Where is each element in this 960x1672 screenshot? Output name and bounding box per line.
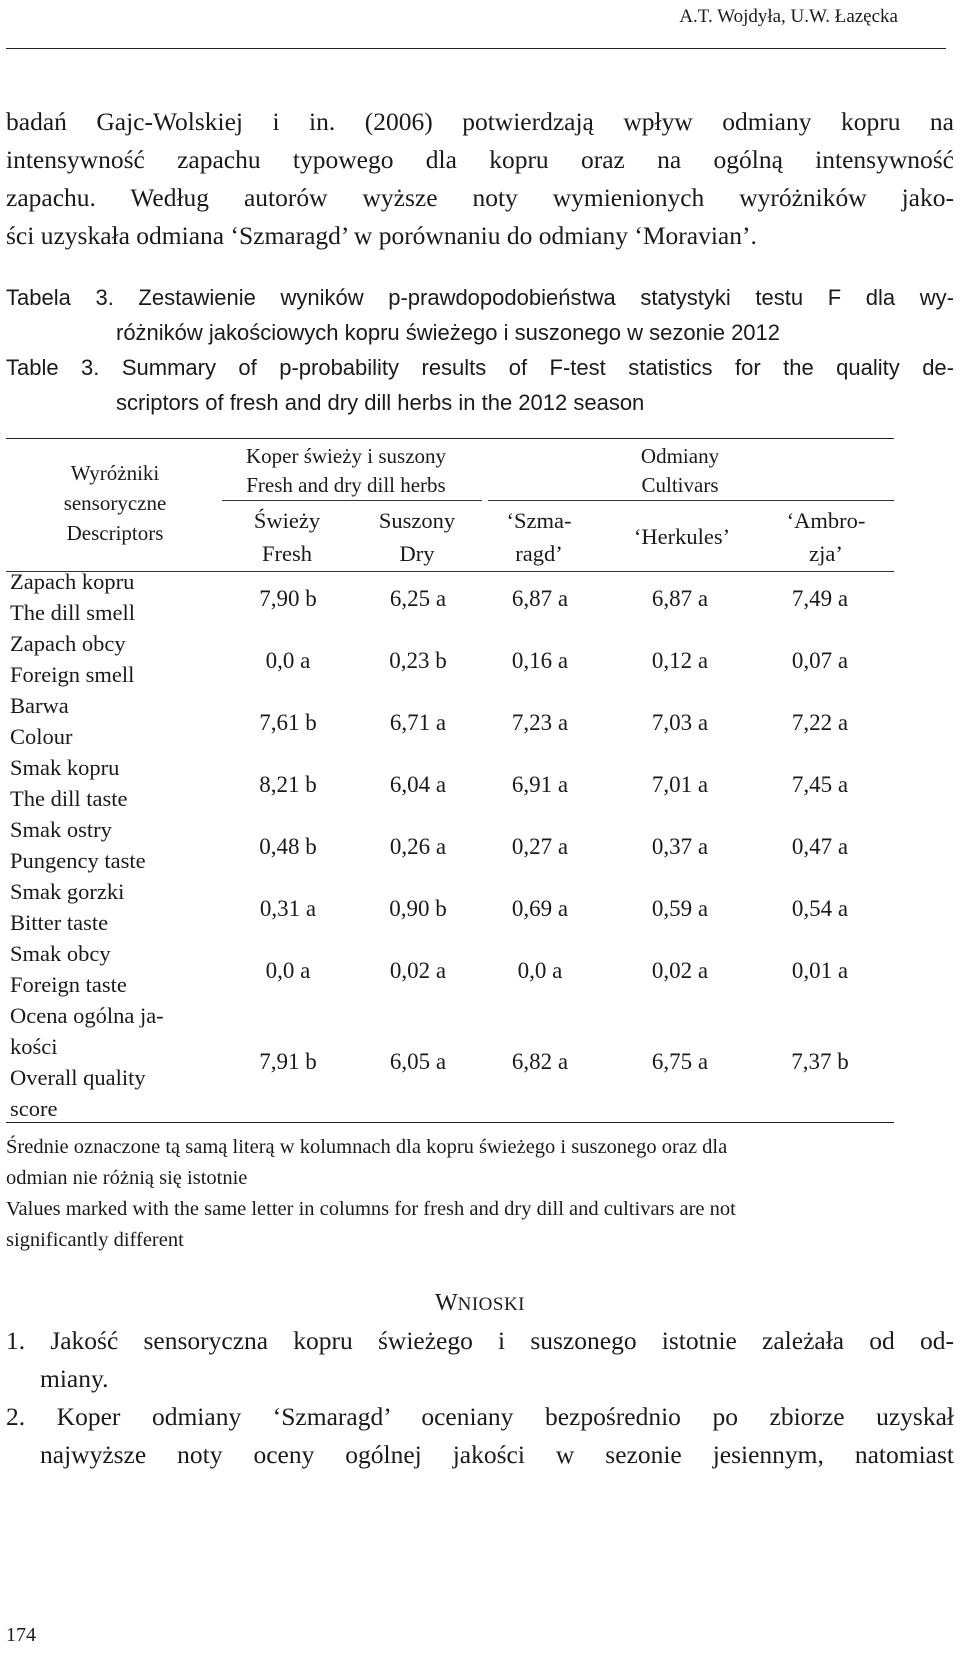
column-header-line: ‘Ambro- xyxy=(786,508,866,533)
group1-header xyxy=(206,442,486,500)
column-header-ambrozja xyxy=(758,504,894,570)
table-cell-fresh: 7,61 b xyxy=(259,710,317,735)
section-title-rest: NIOSKI xyxy=(457,1294,526,1315)
table-cell-dry: 0,26 a xyxy=(389,834,447,859)
caption-en-line: Table 3. Summary of p-probability results of F-test statistics for the quality de- xyxy=(6,355,954,380)
table-cell-fresh: 0,48 b xyxy=(259,834,317,859)
list-item-line: najwyższe noty oceny ogólnej jakości w sezonie jesiennym, natomiast xyxy=(40,1440,954,1469)
column-header-line: Dry xyxy=(399,541,435,566)
table-row-label xyxy=(10,1000,220,1124)
row-label-pl: Ocena ogólna ja- xyxy=(10,1003,164,1028)
row-label-pl: Zapach obcy xyxy=(10,631,126,656)
row-label-pl: Smak ostry xyxy=(10,817,112,842)
table-cell-dry: 0,90 b xyxy=(389,896,447,921)
table-cell-szmaragd: 0,27 a xyxy=(511,834,569,859)
table-cell-szmaragd: 0,69 a xyxy=(511,896,569,921)
table-top-rule xyxy=(6,438,894,439)
column-header-line: ragd’ xyxy=(515,541,563,566)
list-item-line: 2. Koper odmiany ‘Szmaragd’ oceniany bezpośrednio po zbiorze uzyskał xyxy=(6,1402,954,1431)
intro-paragraph xyxy=(6,103,954,255)
group1-header-rule xyxy=(222,500,482,501)
descriptor-header xyxy=(10,458,220,548)
row-label-pl: Zapach kopru xyxy=(10,569,135,594)
table-cell-herkules: 0,59 a xyxy=(651,896,709,921)
column-header-fresh xyxy=(222,504,352,570)
group2-header-line: Odmiany xyxy=(640,444,720,468)
row-label-pl: Smak kopru xyxy=(10,755,120,780)
column-header-herkules xyxy=(612,520,752,553)
table-cell-szmaragd: 6,87 a xyxy=(511,586,569,611)
table-cell-ambrozja: 0,47 a xyxy=(791,834,849,859)
row-label-pl: Smak obcy xyxy=(10,941,111,966)
caption-pl-line: Tabela 3. Zestawienie wyników p-prawdopodobieństwa statystyki testu F dla wy- xyxy=(6,285,954,310)
table-cell-herkules: 7,03 a xyxy=(651,710,709,735)
group1-header-line: Koper świeży i suszony xyxy=(245,444,447,468)
table-cell-fresh: 0,0 a xyxy=(265,958,311,983)
footnote-en-line: significantly different xyxy=(6,1229,184,1251)
table-cell-szmaragd: 7,23 a xyxy=(511,710,569,735)
column-header-line: Fresh xyxy=(262,541,312,566)
table-row-label xyxy=(10,628,220,690)
table-footnote xyxy=(6,1132,954,1256)
row-label-pl: kości xyxy=(10,1034,58,1059)
group2-header-rule xyxy=(488,500,894,501)
row-label-pl: Barwa xyxy=(10,693,69,718)
table-cell-herkules: 0,02 a xyxy=(651,958,709,983)
row-label-en: The dill smell xyxy=(10,600,135,625)
table-cell-ambrozja: 7,49 a xyxy=(791,586,849,611)
column-header-line: Świeży xyxy=(253,508,321,533)
table-cell-ambrozja: 0,07 a xyxy=(791,648,849,673)
footnote-en-line: Values marked with the same letter in columns for fresh and dry dill and cultivars are not xyxy=(6,1198,736,1220)
intro-line: badań Gajc-Wolskiej i in. (2006) potwierdzają wpływ odmiany kopru na xyxy=(6,107,954,136)
table-cell-dry: 6,25 a xyxy=(389,586,447,611)
intro-line: zapachu. Według autorów wyższe noty wymienionych wyróżników jako- xyxy=(6,183,954,212)
intro-line: intensywność zapachu typowego dla kopru oraz na ogólną intensywność xyxy=(6,145,954,174)
descriptor-header-line: Descriptors xyxy=(66,521,164,545)
row-label-en: Overall quality xyxy=(10,1065,146,1090)
table-cell-herkules: 7,01 a xyxy=(651,772,709,797)
table-cell-dry: 0,23 b xyxy=(389,648,447,673)
table-cell-szmaragd: 6,91 a xyxy=(511,772,569,797)
caption-en-line: scriptors of fresh and dry dill herbs in the 2012 season xyxy=(116,390,645,415)
row-label-pl: Smak gorzki xyxy=(10,879,125,904)
column-header-line: ‘Herkules’ xyxy=(633,524,731,549)
column-header-line: ‘Szma- xyxy=(506,508,572,533)
table-cell-fresh: 8,21 b xyxy=(259,772,317,797)
table-cell-szmaragd: 0,16 a xyxy=(511,648,569,673)
row-label-en: Foreign taste xyxy=(10,972,127,997)
running-header-authors: A.T. Wojdyła, U.W. Łazęcka xyxy=(679,6,898,27)
list-item-line: 1. Jakość sensoryczna kopru świeżego i suszonego istotnie zależała od od- xyxy=(6,1326,954,1355)
table-cell-ambrozja: 0,54 a xyxy=(791,896,849,921)
group2-header-line: Cultivars xyxy=(641,473,719,497)
table-cell-fresh: 0,0 a xyxy=(265,648,311,673)
row-label-en: Foreign smell xyxy=(10,662,135,687)
column-header-szmaragd xyxy=(474,504,604,570)
footnote-pl-line: odmian nie różnią się istotnie xyxy=(6,1167,248,1189)
table-row-label xyxy=(10,938,220,1000)
table-row-label xyxy=(10,814,220,876)
table-caption xyxy=(6,280,954,420)
table-cell-herkules: 0,12 a xyxy=(651,648,709,673)
table-cell-dry: 6,71 a xyxy=(389,710,447,735)
table-cell-herkules: 0,37 a xyxy=(651,834,709,859)
table-cell-ambrozja: 7,22 a xyxy=(791,710,849,735)
section-title xyxy=(0,1290,960,1317)
table-cell-ambrozja: 7,37 b xyxy=(791,1049,849,1074)
row-label-en: Pungency taste xyxy=(10,848,146,873)
table-cell-dry: 0,02 a xyxy=(389,958,447,983)
descriptor-header-line: Wyróżniki xyxy=(70,461,160,485)
list-item-line: miany. xyxy=(40,1364,109,1393)
row-label-en: Bitter taste xyxy=(10,910,109,935)
descriptor-header-line: sensoryczne xyxy=(63,491,167,515)
table-cell-szmaragd: 6,82 a xyxy=(511,1049,569,1074)
table-cell-dry: 6,05 a xyxy=(389,1049,447,1074)
table-cell-herkules: 6,75 a xyxy=(651,1049,709,1074)
row-label-en: The dill taste xyxy=(10,786,128,811)
table-cell-ambrozja: 0,01 a xyxy=(791,958,849,983)
intro-line: ści uzyskała odmiana ‘Szmaragd’ w porównaniu do odmiany ‘Moravian’. xyxy=(6,221,757,250)
table-row-label xyxy=(10,876,220,938)
table-cell-ambrozja: 7,45 a xyxy=(791,772,849,797)
footnote-pl-line: Średnie oznaczone tą samą literą w kolumnach dla kopru świeżego i suszonego oraz dla xyxy=(6,1136,728,1158)
column-header-line: Suszony xyxy=(378,508,456,533)
column-header-line: zja’ xyxy=(809,541,843,566)
table-row-label xyxy=(10,752,220,814)
table-cell-fresh: 7,91 b xyxy=(259,1049,317,1074)
conclusions-list xyxy=(6,1322,954,1474)
group2-header xyxy=(580,442,780,500)
table-cell-szmaragd: 0,0 a xyxy=(517,958,563,983)
header-rule xyxy=(6,48,946,49)
column-header-dry xyxy=(352,504,482,570)
section-title-initial: W xyxy=(434,1290,458,1316)
row-label-en: Colour xyxy=(10,724,73,749)
table-cell-fresh: 0,31 a xyxy=(259,896,317,921)
caption-pl-line: różników jakościowych kopru świeżego i suszonego w sezonie 2012 xyxy=(116,320,781,345)
table-row-label xyxy=(10,566,220,628)
page-number: 174 xyxy=(6,1624,36,1646)
table-cell-herkules: 6,87 a xyxy=(651,586,709,611)
table-row-label xyxy=(10,690,220,752)
group1-header-line: Fresh and dry dill herbs xyxy=(246,473,446,497)
row-label-en: score xyxy=(10,1096,58,1121)
table-cell-dry: 6,04 a xyxy=(389,772,447,797)
table-cell-fresh: 7,90 b xyxy=(259,586,317,611)
